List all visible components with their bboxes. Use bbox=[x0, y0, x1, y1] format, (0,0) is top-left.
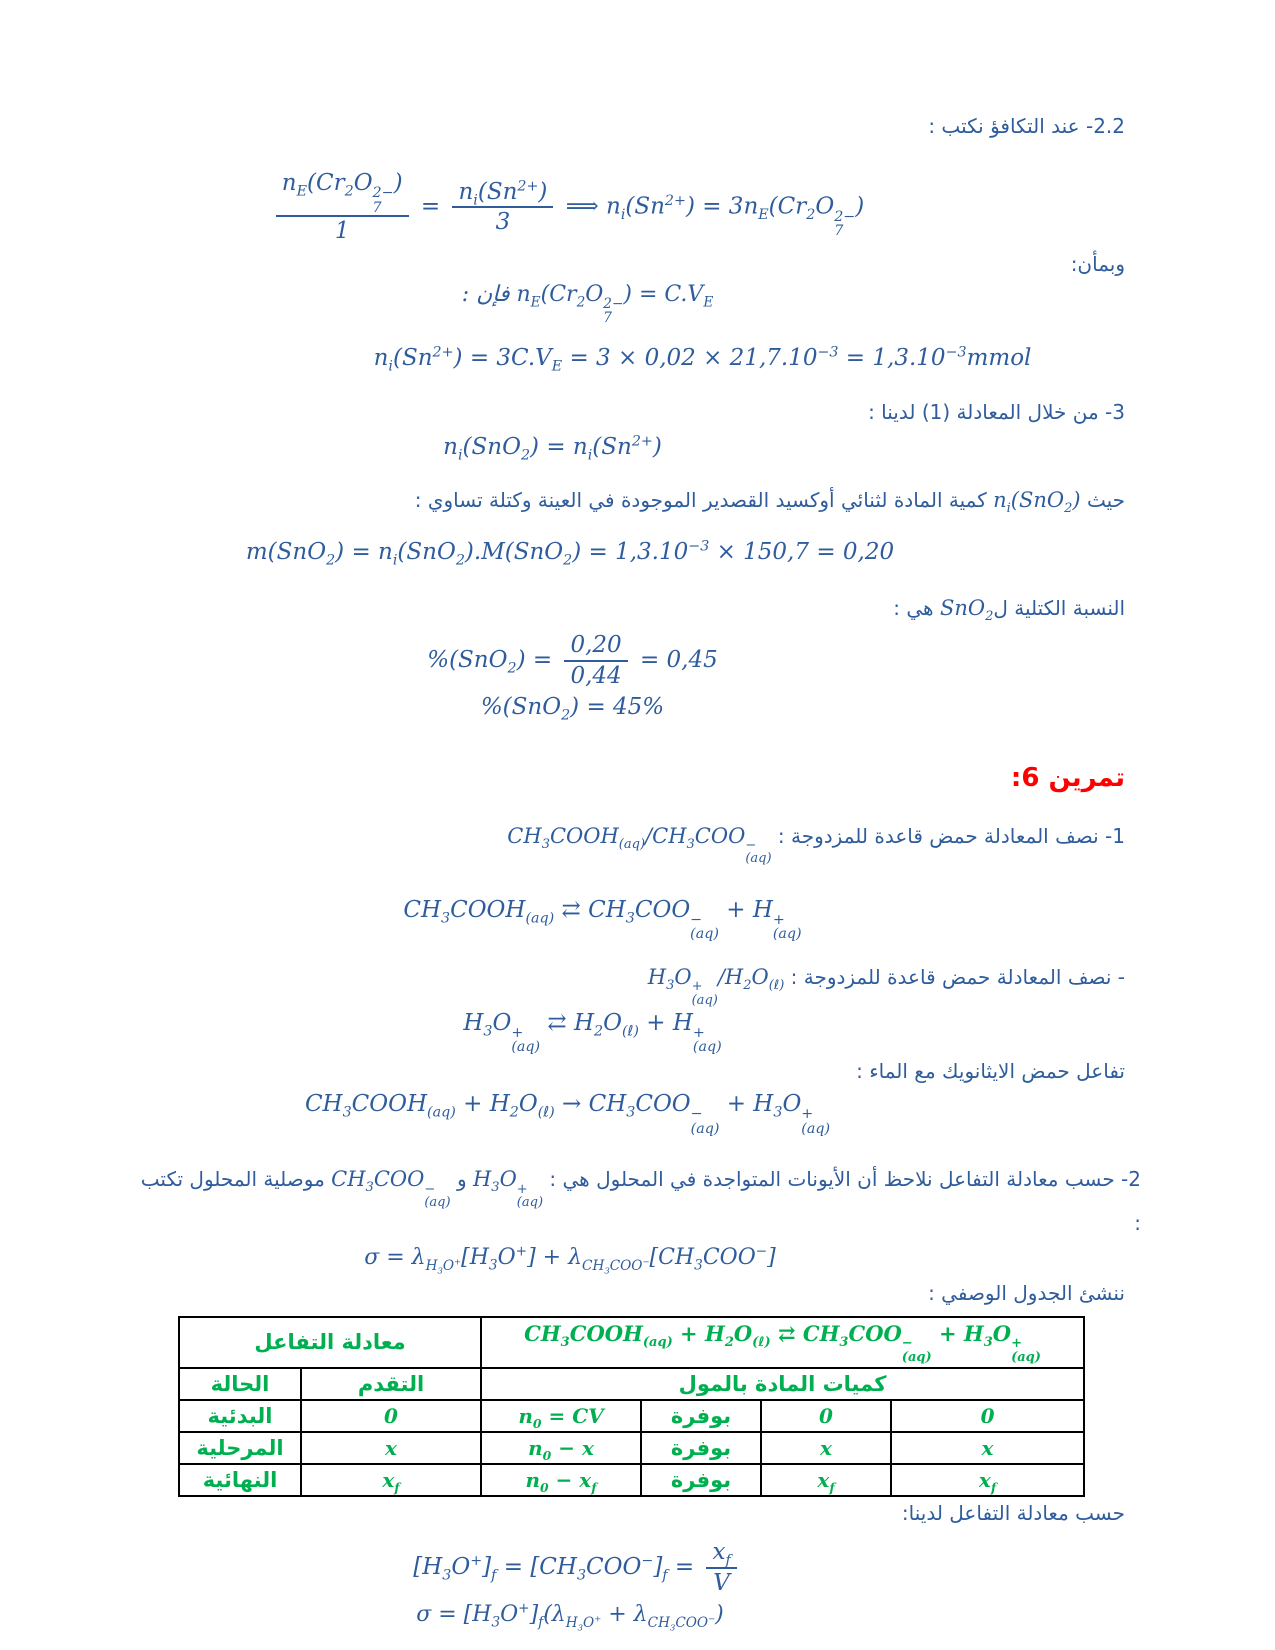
table-equation-cell: $CH_3COOH_{(aq)} + H_2O_{(\ell)}$ ⇄ $CH_3COO$ − (aq) + $H_3O$ + (aq) bbox=[481, 1317, 1084, 1368]
cell-amount: $x_f$ bbox=[761, 1464, 891, 1496]
item-1b-text: - نصف المعادلة حمض قاعدة للمزدوجة : $H_3O$ + (aq) $/H_2O_{(\ell)}$ bbox=[647, 964, 1125, 1008]
overall-reaction-equation: $CH_3COOH_{(aq)} + H_2O_{(\ell)} \to CH_3COO$ − (aq) + $H_3O$ + (aq) bbox=[304, 1091, 831, 1137]
hydronium-half-equation: $H_3O$ + (aq) ⇄ $H_2O_{(\ell)} + H$ + (aq) bbox=[463, 1009, 722, 1056]
section-3-heading: 3- من خلال المعادلة (1) لدينا : bbox=[868, 400, 1125, 425]
ni-sn-equation: $n_i(Sn^{2+}) = 3C.V_E = 3 \times 0,02 \times 21,7.10^{-3}$ = $1,3.10^{-3}mmol$ bbox=[373, 343, 1032, 375]
since-label: وبمأن: bbox=[1070, 251, 1125, 276]
mass-ratio-sentence: النسبة الكتلية لSnO$_2$ هي : bbox=[893, 595, 1125, 624]
table-col-progress: التقدم bbox=[301, 1368, 481, 1400]
table-row-intermediate bbox=[179, 1432, 1084, 1464]
ni-sno2-equation: $n_i(SnO_2) = n_i(Sn^{2+})$ bbox=[443, 433, 662, 465]
item-2-text: 2- حسب معادلة التفاعل نلاحظ أن الأيونات المتواجدة في المحلول هي : $H_3O$ + (aq) و $CH_3COO$ − (aq) موصلية المحلول تكتب : bbox=[140, 1167, 1141, 1236]
cell-amount: x bbox=[891, 1432, 1084, 1464]
document-content bbox=[140, 112, 1141, 1633]
cell-state: النهائية bbox=[179, 1464, 301, 1496]
table-col-amounts: كميات المادة بالمول bbox=[481, 1368, 1084, 1400]
table-col-state: الحالة bbox=[179, 1368, 301, 1400]
percent-result-equation: %(SnO$_2$) = 45% bbox=[480, 693, 665, 724]
cell-amount: بوفرة bbox=[641, 1432, 761, 1464]
cell-progress: 0 bbox=[301, 1400, 481, 1432]
exercise-6-title: تمرين 6: bbox=[1010, 762, 1125, 793]
cell-state: المرحلية bbox=[179, 1432, 301, 1464]
concentration-equation: $[H_3O^+]_f = [CH_3COO^-]_f$ = $\frac{x_f}{V}$ bbox=[150, 1538, 1005, 1598]
cell-amount: $n_0 - x_f$ bbox=[481, 1464, 641, 1496]
final-conductivity-equation: $\sigma = [H_3O^+]_f(\lambda_{H_3O^+} + \lambda_{CH_3COO^-})$ bbox=[416, 1601, 724, 1633]
cell-amount: بوفرة bbox=[641, 1400, 761, 1432]
cell-progress: $x_f$ bbox=[301, 1464, 481, 1496]
cell-progress: x bbox=[301, 1432, 481, 1464]
cell-amount: $n_0$ = CV bbox=[481, 1400, 641, 1432]
table-note: حسب معادلة التفاعل لدينا: bbox=[901, 1500, 1125, 1525]
cell-amount: $n_0 - x$ bbox=[481, 1432, 641, 1464]
mass-equation: $m(SnO_2) = n_i(SnO_2).M(SnO_2) = 1,3.10^{-3} \times 150,7 = 0,20$ bbox=[245, 538, 895, 569]
table-row-initial bbox=[179, 1400, 1084, 1432]
cell-amount: x bbox=[761, 1432, 891, 1464]
cell-amount: بوفرة bbox=[641, 1464, 761, 1496]
cell-amount: 0 bbox=[761, 1400, 891, 1432]
amount-sentence: حيث $n_i(SnO_2)$ كمية المادة لثنائي أوكسيد القصدير الموجودة في العينة وكتلة تساوي : bbox=[414, 488, 1125, 517]
reaction-label: تفاعل حمض الايثانويك مع الماء : bbox=[856, 1059, 1125, 1084]
table-row-equation bbox=[179, 1317, 1084, 1368]
table-row-final bbox=[179, 1464, 1084, 1496]
conductivity-equation: $\sigma = \lambda_{H_3O^+}[H_3O^+] + \lambda_{CH_3COO^-}[CH_3COO^-]$ bbox=[364, 1243, 776, 1276]
table-row-headers bbox=[179, 1368, 1084, 1400]
equivalence-equation: $n_E(Cr_2O$ 2− 7 ) 1 = $\frac{n_i(Sn^{2+})}{3}$ ⟹ $n_i(Sn^{2+}) = 3n_E(Cr_2O$ 2− 7 ) bbox=[150, 169, 985, 246]
section-2-2-heading: 2.2- عند التكافؤ نكتب : bbox=[928, 114, 1125, 138]
table-equation-label: معادلة التفاعل bbox=[179, 1317, 481, 1368]
progress-table bbox=[178, 1316, 1085, 1497]
since-equation: $n_E(Cr_2O$ 2− 7 ) = $C.V_E$ فإن : bbox=[461, 281, 714, 326]
table-intro: ننشئ الجدول الوصفي : bbox=[928, 1280, 1125, 1305]
cell-state: البدئية bbox=[179, 1400, 301, 1432]
acid-half-equation: $CH_3COOH_{(aq)}$ ⇄ $CH_3COO$ − (aq) + H + (aq) bbox=[403, 896, 802, 943]
cell-amount: 0 bbox=[891, 1400, 1084, 1432]
cell-amount: $x_f$ bbox=[891, 1464, 1084, 1496]
item-1-text: 1- نصف المعادلة حمض قاعدة للمزدوجة : $CH_3COOH_{(aq)}/CH_3COO$ − (aq) bbox=[507, 823, 1125, 867]
percent-fraction-equation: %(SnO$_2$) = $\frac{0,20}{0,44}$ = 0,45 bbox=[427, 632, 718, 689]
